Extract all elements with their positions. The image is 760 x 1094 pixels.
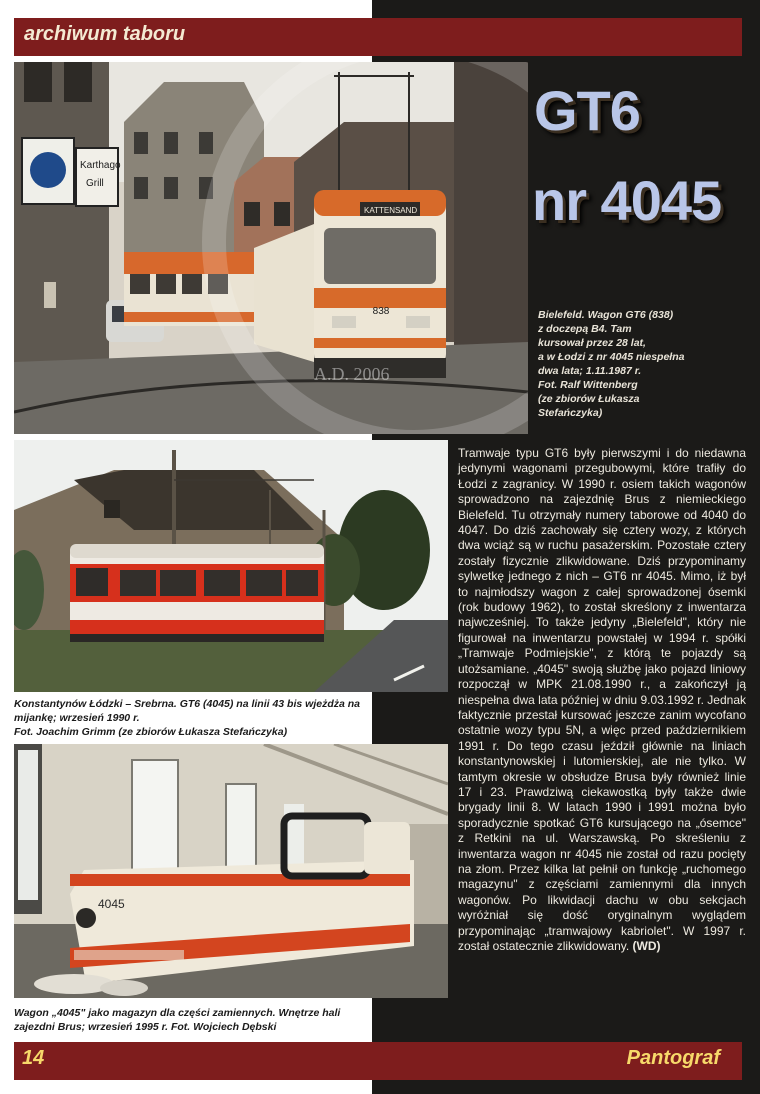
caption-line: a w Łodzi z nr 4045 niespełna xyxy=(538,351,685,363)
article-text: Tramwaje typu GT6 były pierwszymi i do niedawna jedynymi wagonami przegubowymi, które trafiły do Łodzi z zagranicy. W 1990 r. osiem takich wagonów sprowadzono na zajezdnię Brus z niemieckiego Bielefeld. Tu otrzymały numery taborowe od 4040 do 4047. Do dziś zachowały się cztery wozy, z których dwa wciąż są w ruchu pasażerskim. Pozostałe cztery zostały fizycznie zlikwidowane. Dziś przypominamy sylwetkę jednego z nich – GT6 nr 4045. Mimo, iż był to najmłodszy wagon z całej sprowadzonej ósemki (rok budowy 1962), to został skreślony z inwentarza najwcześniej. To także jedyny „Bielefeld", który nie figurował na inwentarzu powstałej w 1994 r. spółki „Tramwaje Podmiejskie", z którą te pojazdy są utożsamiane. „4045" swoją służbę jako pojazd liniowy rozpoczął w MPK 21.08.1990 r., a zakończył ją niespełna dwa lata później w dniu 9.03.1992 r. Jednak faktycznie przestał kursować jeszcze zanim wycofano ostatnie wozy typu 5N, a więc przed październikiem 1991 r. Do tego czasu jeździł głównie na liniach konstantynowskiej i lutomierskiej, ale nie tylko. W tamtym okresie w obsłudze Brusa były również linie 17 i 23. Prawdziwą ciekawostką były także dwie brygady linii 8. W latach 1990 i 1991 można było sporadycznie spotkać GT6 kursującego na „ósemce" z Retkini na ul. Warszawską. Po skreśleniu z inwentarza wagon nr 4045 nie został od razu pocięty na złom. Przez kilka lat pełnił on funkcję „ruchomego magazynu" z częściami zamiennymi dla innych wagonów. Po likwidacji dachu w obu sekcjach wyróżniał się dość oryginalnym wyglądem przypominając „tramwajowy kabriolet". W 1997 r. został ostatecznie zlikwidowany. xyxy=(458,446,746,953)
page-number: 14 xyxy=(22,1047,45,1069)
photo-konstantynow-tram xyxy=(14,440,448,692)
tram-number-838: 838 xyxy=(372,306,390,317)
photo-bielefeld-tram xyxy=(14,62,528,434)
caption-line: Wagon „4045" jako magazyn dla części zamiennych. Wnętrze hali xyxy=(14,1007,341,1019)
caption-line: z doczepą B4. Tam xyxy=(538,323,632,335)
photo-depot-tram xyxy=(14,744,448,998)
tram-number-4045: 4045 xyxy=(98,897,125,911)
caption-line: mijankę; wrzesień 1990 r. xyxy=(14,712,140,724)
caption-line: Fot. Joachim Grimm (ze zbiorów Łukasza Stefańczyka) xyxy=(14,726,288,738)
article-title-line1: GT6 xyxy=(534,79,640,142)
caption-line: Bielefeld. Wagon GT6 (838) xyxy=(538,309,674,321)
magazine-name: Pantograf xyxy=(626,1047,720,1069)
caption-line: (ze zbiorów Łukasza xyxy=(538,393,640,405)
caption-line: Konstantynów Łódzki – Srebrna. GT6 (4045) na linii 43 bis wjeżdża na xyxy=(14,698,360,710)
caption-photo3 xyxy=(14,1006,366,1034)
caption-line: zajezdni Brus; wrzesień 1995 r. Fot. Wojciech Dębski xyxy=(14,1021,277,1033)
caption-line: Stefańczyka) xyxy=(538,407,603,419)
article-body xyxy=(458,446,746,954)
article-signature: (WD) xyxy=(632,939,661,953)
section-title: archiwum taboru xyxy=(24,23,186,45)
caption-photo1 xyxy=(538,308,748,420)
sign-karthago: Karthago xyxy=(80,160,121,171)
caption-line: kursował przez 28 lat, xyxy=(538,337,646,349)
caption-line: dwa lata; 1.11.1987 r. xyxy=(538,365,642,377)
svg-text:Grill: Grill xyxy=(86,178,104,189)
watermark-date: A.D. 2006 xyxy=(314,364,390,384)
caption-line: Fot. Ralf Wittenberg xyxy=(538,379,638,391)
tram-destination-sign: KATTENSAND xyxy=(364,206,418,215)
article-title-line2: nr 4045 xyxy=(532,169,722,232)
caption-photo2 xyxy=(14,697,366,739)
